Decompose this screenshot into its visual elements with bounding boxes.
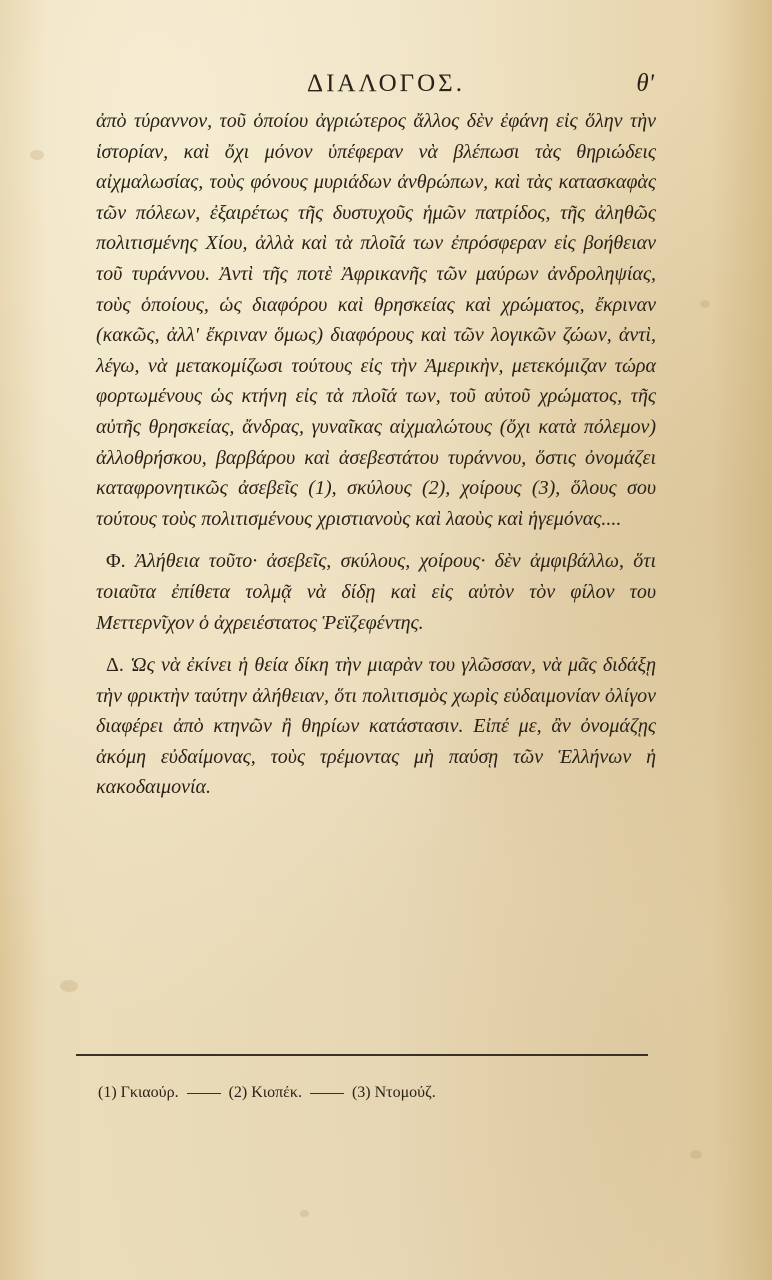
page-header — [0, 70, 772, 106]
speaker-label: Φ. — [106, 550, 126, 573]
main-text — [96, 106, 656, 803]
footnote: (2) Κιοπέκ. — [228, 1084, 302, 1101]
footnote: (1) Γκιαούρ. — [98, 1084, 179, 1101]
footnote-separator — [187, 1093, 221, 1094]
footnote-rule — [76, 1054, 648, 1056]
paragraph — [96, 650, 656, 803]
paper-stain — [60, 980, 78, 992]
paragraph — [96, 106, 656, 534]
paragraph — [96, 546, 656, 638]
paper-stain — [300, 1210, 309, 1217]
footnote: (3) Ντομούζ. — [351, 1084, 436, 1101]
footnote-separator — [310, 1093, 344, 1094]
footnotes — [98, 1084, 658, 1102]
speaker-label: Δ. — [106, 654, 124, 677]
paragraph-text: Ὡς νὰ ἐκίνει ἡ θεία δίκη τὴν μιαρὰν του γλῶσσαν, νὰ μᾶς διδάξῃ τὴν φρικτὴν ταύτην ἀλήθειαν, ὅτι πολιτισμὸς χωρὶς εὐδαιμονίαν ὀλίγον διαφέρει ἀπὸ κτηνῶν ἢ θηρίων κατάστασιν. Εἰπέ με, ἂν ὀνομάζῃς ἀκόμη εὐδαίμονας, τοὺς τρέμοντας μὴ παύσῃ τῶν Ἑλλήνων ἡ κακοδαιμονία. — [96, 654, 657, 799]
page-number: θ' — [636, 70, 654, 97]
paragraph-text: Ἀλήθεια τοῦτο· ἀσεβεῖς, σκύλους, χοίρους· δὲν ἀμφιβάλλω, ὅτι τοιαῦτα ἐπίθετα τολμᾷ νὰ δίδῃ καὶ εἰς αὐτὸν τὸν φίλον του Μεττερνῖχον ὁ ἀχρειέστατος Ῥεϊζεφέντης. — [96, 550, 657, 634]
paper-stain — [690, 1150, 702, 1159]
running-head: ΔΙΑΛΟΓΟΣ. — [307, 70, 465, 97]
paper-stain — [700, 300, 710, 308]
paper-stain — [30, 150, 44, 160]
paragraph-text: ἀπὸ τύραννον, τοῦ ὁποίου ἀγριώτερος ἄλλος δὲν ἐφάνη εἰς ὅλην τὴν ἱστορίαν, καὶ ὄχι μόνον ὑπέφεραν νὰ βλέπωσι τὰς θηριώδεις αἰχμαλωσίας, τοὺς φόνους μυριάδων ἀνθρώπων, καὶ τὰς κατασκαφὰς τῶν πόλεων, ἐξαιρέτως τῆς δυστυχοῦς ἡμῶν πατρίδος, τῆς ἀληθῶς πολιτισμένης Χίου, ἀλλὰ καὶ τὰ πλοῖά των ἐπρόσφεραν εἰς βοήθειαν τοῦ τυράννου. Ἀντὶ τῆς ποτὲ Ἀφρικανῆς τῶν μαύρων ἀνδροληψίας, τοὺς ὁποίους, ὡς διαφόρου καὶ θρησκείας καὶ χρώματος, ἔκριναν (κακῶς, ἀλλ' ἔκριναν ὅμως) διαφόρους καὶ τῶν λογικῶν ζώων, ἀντὶ, λέγω, νὰ μετακομίζωσι τούτους εἰς τὴν Ἀμερικὴν, μετεκόμιζαν τώρα φορτωμένους ὡς κτήνη εἰς τὰ πλοῖά των, τοῦ αὐτοῦ χρώματος, τῆς αὐτῆς θρησκείας, ἄνδρας, γυναῖκας αἰχμαλώτους (ὄχι κατὰ πόλεμον) ἀλλοθρήσκου, βαρβάρου καὶ ἀσεβεστάτου τυράννου, ὅστις ὀνομάζει καταφρονητικῶς ἀσεβεῖς (1), σκύλους (2), χοίρους (3), ὅλους σου τούτους τοὺς πολιτισμένους χριστιανοὺς καὶ λαοὺς καὶ ἡγεμόνας.... — [96, 110, 656, 530]
